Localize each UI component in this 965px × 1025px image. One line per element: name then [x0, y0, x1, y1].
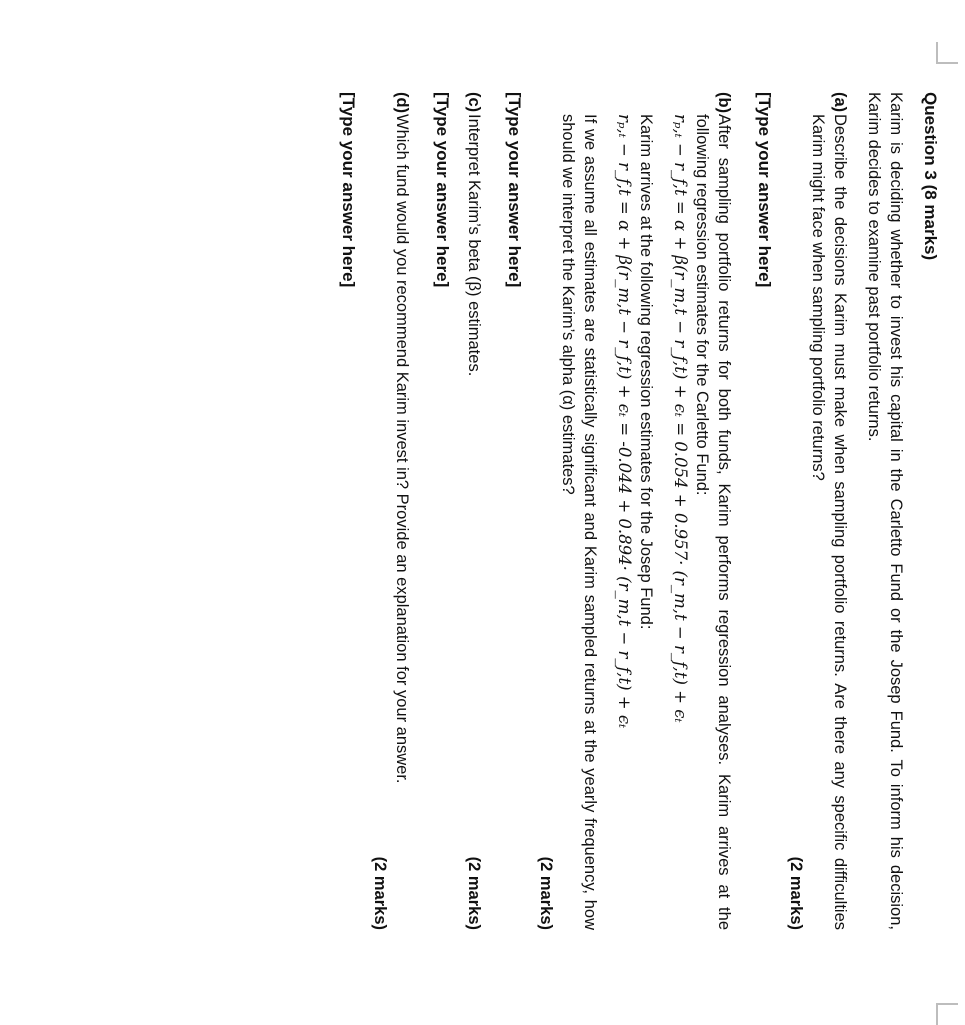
question-title: Question 3 (8 marks): [921, 92, 940, 261]
question-a-marks: (2 marks): [787, 856, 805, 930]
intro-paragraph: Karim is deciding whether to invest his capital in the Carletto Fund or the Josep Fund. To inform his decision, Karim decides to examine past portfolio returns.: [865, 92, 905, 930]
question-d-letter: (d): [393, 92, 411, 114]
question-a: [807, 92, 851, 930]
josep-regression-formula: rₚ,ₜ − r_f,t = α + β(r_m,t − r_f,t) + ϵₜ = -0.044 + 0.894· (r_m,t − r_f,t) + ϵₜ: [615, 114, 634, 729]
question-c: [463, 92, 485, 930]
question-b: [557, 92, 735, 930]
question-c-answer-field[interactable]: [Type your answer here]: [433, 92, 452, 288]
question-b-text: After sampling portfolio returns for both funds, Karim performs regression analyses. Karim arrives at the following regression estimates for the Carletto Fund:: [693, 114, 733, 930]
question-d-text: Which fund would you recommend Karim invest in? Provide an explanation for your answer.: [393, 114, 411, 784]
question-b-answer-field[interactable]: [Type your answer here]: [505, 92, 524, 288]
page-corner-mark-bottom: [936, 1003, 958, 1025]
question-b-josep-text: Karim arrives at the following regression estimates for the Josep Fund:: [637, 114, 655, 630]
question-b-letter: (b): [715, 92, 733, 114]
question-a-answer-field[interactable]: [Type your answer here]: [755, 92, 774, 288]
question-a-letter: (a): [831, 92, 849, 113]
question-d-marks: (2 marks): [371, 856, 389, 930]
question-d-answer-field[interactable]: [Type your answer here]: [339, 92, 358, 288]
question-d: [391, 92, 413, 930]
question-c-text: Interpret Karim’s beta (β) estimates.: [465, 114, 483, 377]
question-a-text: Describe the decisions Karim must make when sampling portfolio returns. Are there any specific difficulties Karim might face when sampling portfolio returns?: [809, 114, 849, 930]
question-content: [319, 92, 941, 930]
question-c-marks: (2 marks): [465, 856, 483, 930]
question-b-alpha-text: If we assume all estimates are statistically significant and Karim sampled returns at the yearly frequency, how should we interpret the Karim’s alpha (α) estimates?: [559, 114, 599, 930]
carletto-regression-formula: rₚ,ₜ − r_f,t = α + β(r_m,t − r_f,t) + ϵₜ = 0.054 + 0.957· (r_m,t − r_f,t) + ϵₜ: [671, 114, 690, 723]
question-c-letter: (c): [465, 92, 483, 113]
question-b-marks: (2 marks): [537, 856, 555, 930]
page-corner-mark-top: [936, 42, 958, 64]
